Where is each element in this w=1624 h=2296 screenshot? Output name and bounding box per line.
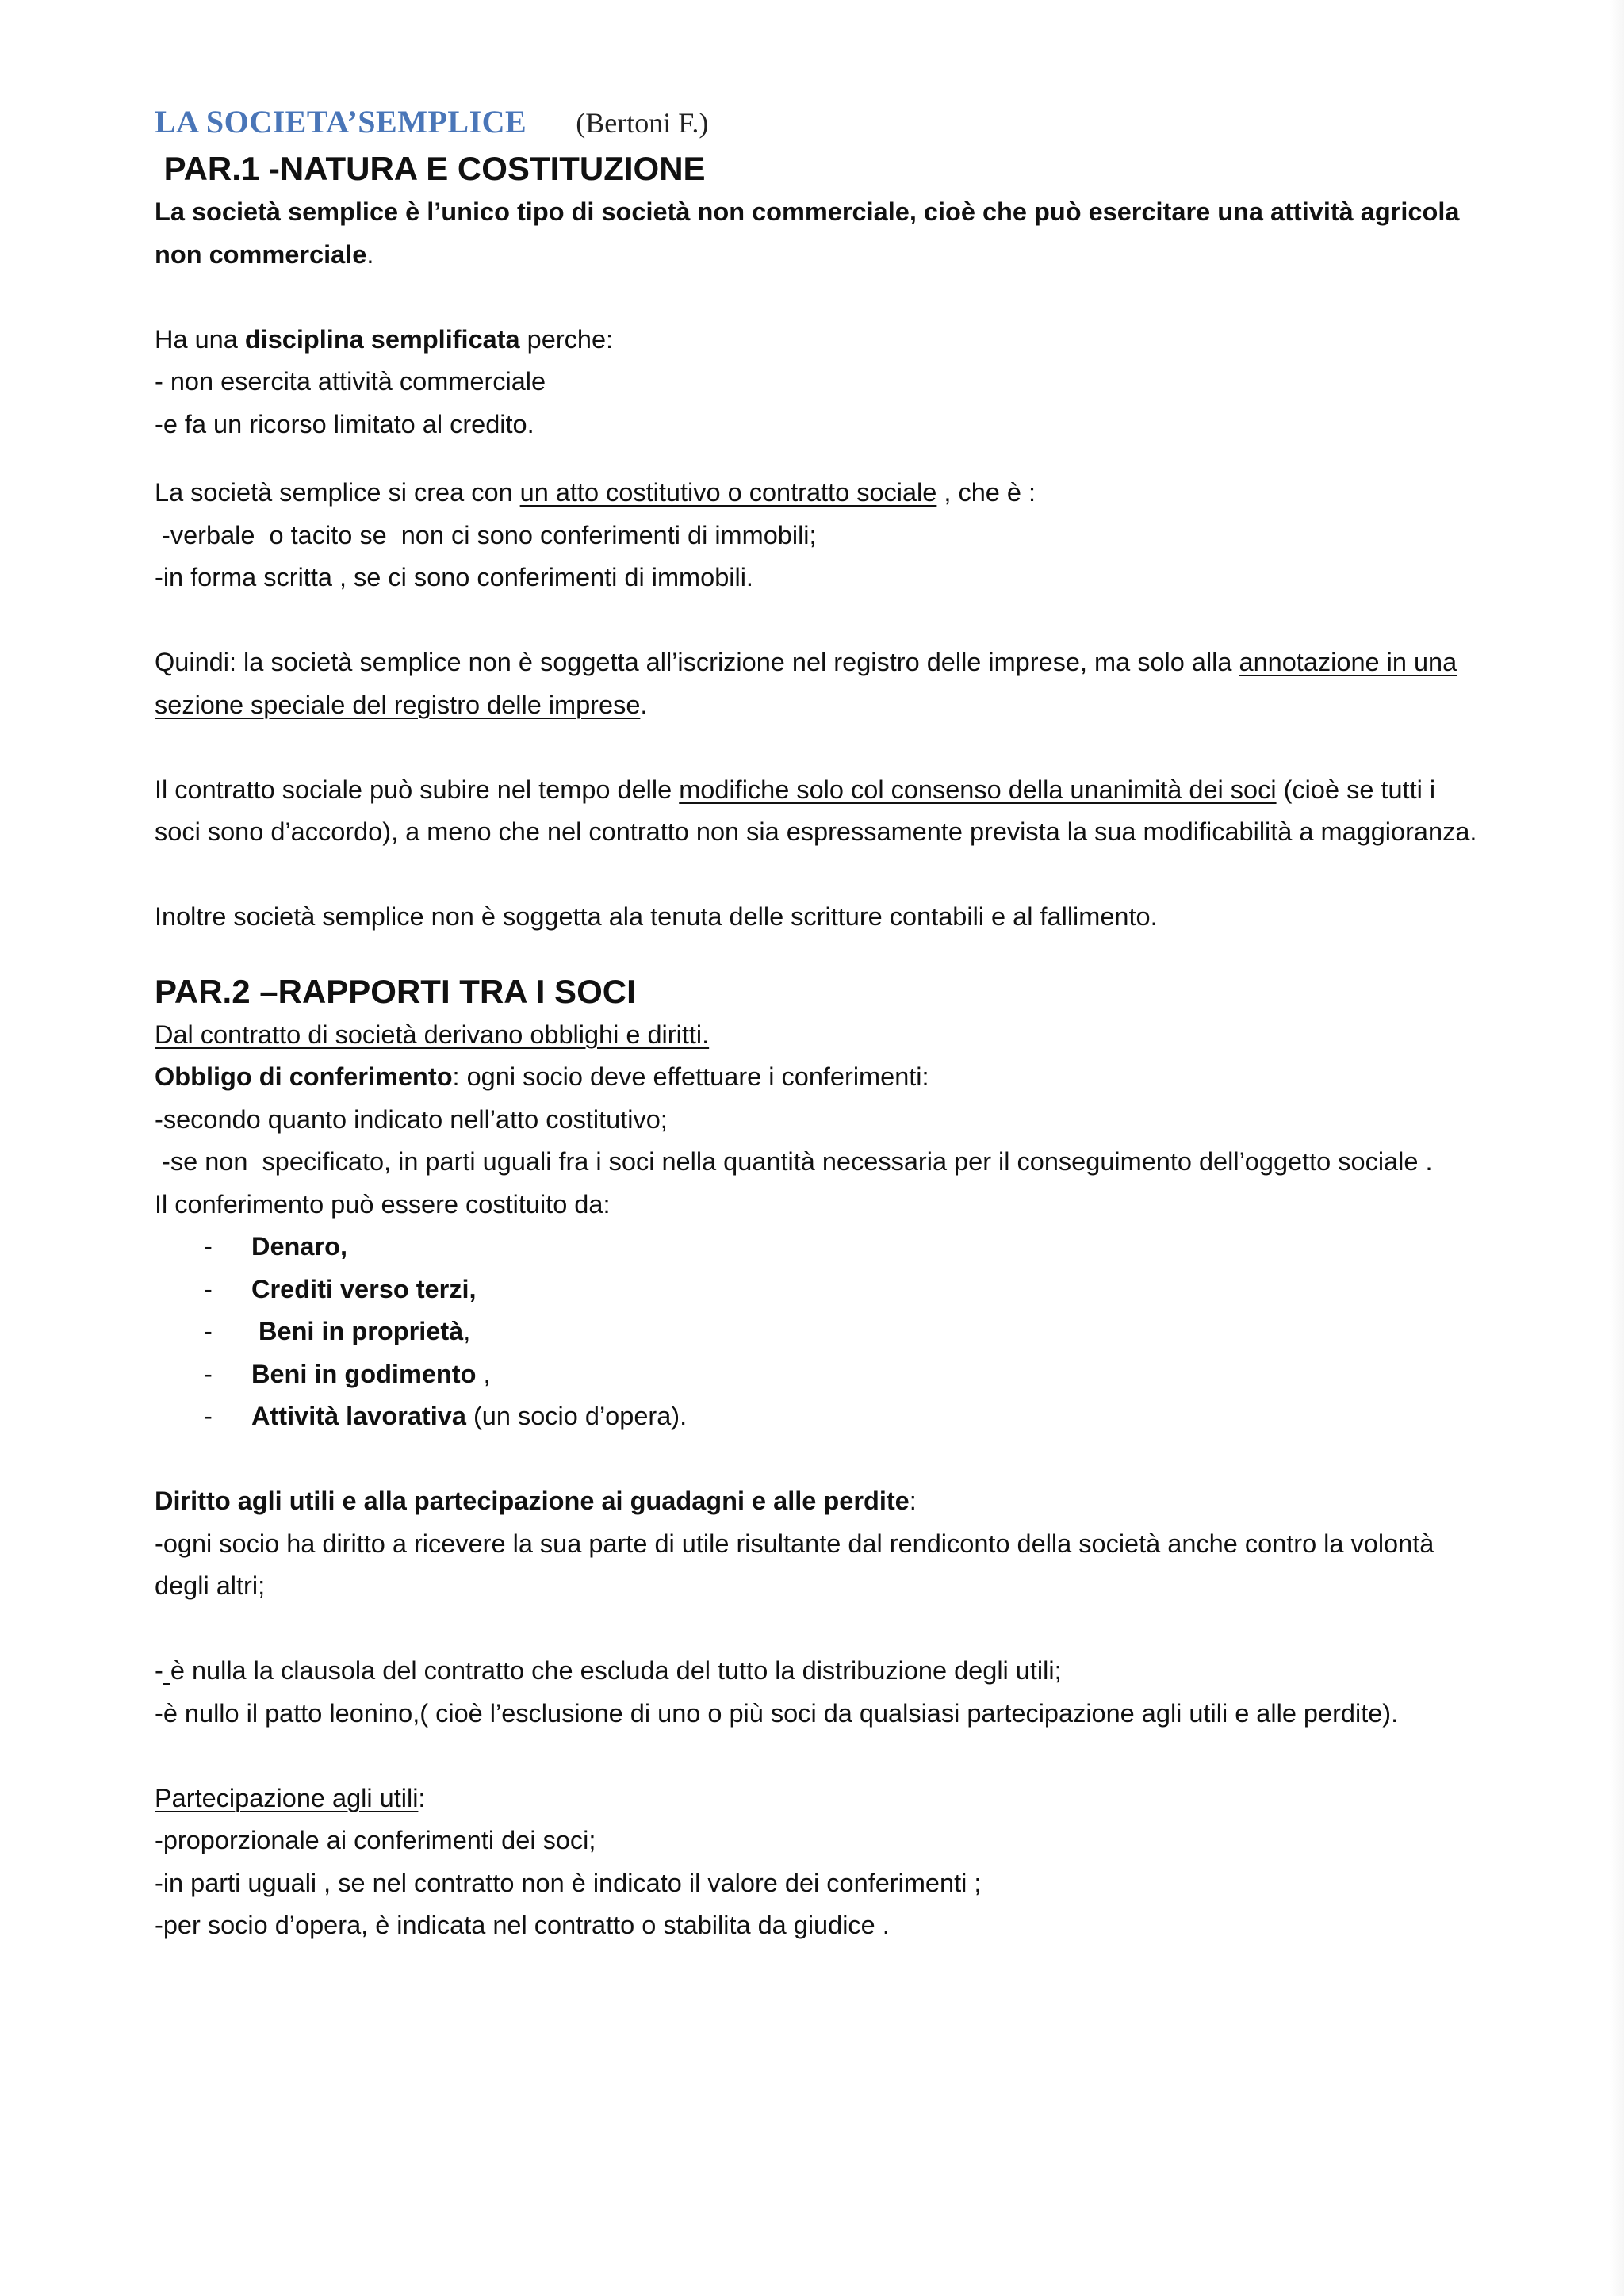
intro-text: La società semplice è l’unico tipo di società non commerciale, cioè che può esercitare una attività agricola non commerciale xyxy=(155,197,1460,269)
text-run: Quindi: la società semplice non è soggetta all’iscrizione nel registro delle imprese, ma solo alla xyxy=(155,648,1239,676)
text-run-bold: Obbligo di conferimento xyxy=(155,1062,453,1091)
text-run: (un socio d’opera). xyxy=(465,1402,688,1430)
title-row xyxy=(155,103,1481,140)
list-line: -in parti uguali , se nel contratto non è indicato il valore dei conferimenti ; xyxy=(155,1868,982,1897)
paragraph-partecipazione xyxy=(155,1777,1481,1820)
text-run: (cioè se tutti i soci sono d’accordo), a meno che nel contratto non sia espressamente prevista la sua modificabilità a maggioranza. xyxy=(155,775,1477,846)
list-line: -proporzionale ai conferimenti dei soci; xyxy=(155,1826,596,1854)
list-item xyxy=(155,1311,1481,1353)
list-item xyxy=(155,1269,1481,1311)
document-title: LA SOCIETA’SEMPLICE xyxy=(155,104,527,140)
list-line: -in forma scritta , se ci sono conferimenti di immobili. xyxy=(155,563,753,591)
list-line: -è nullo il patto leonino,( cioè l’esclusione di uno o più soci da qualsiasi partecipazione agli utili e alle perdite). xyxy=(155,1698,1399,1728)
text-run: perche: xyxy=(519,324,614,354)
text-run-bold: Diritto agli utili e alla partecipazione ai guadagni e alle perdite xyxy=(155,1487,910,1515)
list-line: -e fa un ricorso limitato al credito. xyxy=(155,409,534,438)
text-run: - xyxy=(155,1656,163,1685)
paragraph-diritto xyxy=(155,1480,1481,1523)
list-line: -verbale o tacito se non ci sono conferimenti di immobili; xyxy=(155,520,817,549)
text-run: , xyxy=(463,1317,471,1345)
paragraph-obbligo xyxy=(155,1056,1481,1099)
paragraph-quindi xyxy=(155,641,1481,726)
text-run: : xyxy=(418,1783,426,1812)
list-line: -ogni socio ha diritto a ricevere la sua parte di utile risultante dal rendiconto della società anche contro la volontà degli altri; xyxy=(155,1529,1434,1600)
text-run: . xyxy=(640,690,648,719)
text-run-bold: Attività lavorativa xyxy=(251,1402,466,1430)
paragraph-contratto xyxy=(155,769,1481,854)
paragraph-discipline xyxy=(155,319,1481,362)
paragraph-intro xyxy=(155,191,1481,276)
intro-end: . xyxy=(366,239,374,269)
list-line: - non esercita attività commerciale xyxy=(155,367,546,396)
paragraph-atto xyxy=(155,472,1481,515)
list-line: -secondo quanto indicato nell’atto costitutivo; xyxy=(155,1104,668,1134)
text-run-bold: Crediti verso terzi, xyxy=(251,1274,477,1303)
text-run-bold: disciplina semplificata xyxy=(244,324,520,354)
paragraph-sub: Dal contratto di società derivano obblighi e diritti. xyxy=(155,1020,710,1049)
text-run: : xyxy=(909,1487,917,1515)
text-run-underlined: annotazione in una sezione speciale del registro delle imprese xyxy=(155,648,1457,719)
list-line: -per socio d’opera, è indicata nel contratto o stabilita da giudice . xyxy=(155,1911,890,1939)
text-run-bold: Beni in proprietà xyxy=(251,1317,464,1345)
document-author: (Bertoni F.) xyxy=(576,107,709,139)
page-edge-shade xyxy=(1610,0,1624,2296)
text-run: , che è : xyxy=(936,478,1036,507)
text-run: , xyxy=(476,1359,491,1388)
text-run-underlined xyxy=(163,1656,170,1685)
list-line xyxy=(155,1608,1481,1693)
list-line: -se non specificato, in parti uguali fra i soci nella quantità necessaria per il conseguimento dell’oggetto sociale . xyxy=(155,1147,1433,1176)
list-item xyxy=(155,1353,1481,1396)
text-run: : ogni socio deve effettuare i conferimenti: xyxy=(452,1062,929,1091)
list-item xyxy=(155,1395,1481,1438)
text-run: Ha una xyxy=(155,324,245,354)
text-run: La società semplice si crea con xyxy=(155,478,520,507)
list-item xyxy=(155,1226,1481,1269)
text-run-underlined: un atto costitutivo o contratto sociale xyxy=(519,478,937,507)
paragraph-inoltre: Inoltre società semplice non è soggetta ala tenuta delle scritture contabili e al fallimento. xyxy=(155,902,1158,931)
text-run-bold: Beni in godimento xyxy=(251,1359,477,1388)
section-heading-par1: PAR.1 -NATURA E COSTITUZIONE xyxy=(155,150,706,187)
text-run-underlined: modifiche solo col consenso della unanimità dei soci xyxy=(679,775,1277,804)
text-run-underlined: Partecipazione agli utili xyxy=(155,1783,419,1812)
text-run-bold: Denaro, xyxy=(251,1232,348,1261)
text-run: Il contratto sociale può subire nel tempo delle xyxy=(155,775,680,804)
conferimento-list xyxy=(155,1226,1481,1438)
section-heading-par2: PAR.2 –RAPPORTI TRA I SOCI xyxy=(155,972,636,1010)
paragraph-conf-intro: Il conferimento può essere costituito da: xyxy=(155,1189,611,1219)
text-run: è nulla la clausola del contratto che escluda del tutto la distribuzione degli utili; xyxy=(170,1656,1062,1685)
